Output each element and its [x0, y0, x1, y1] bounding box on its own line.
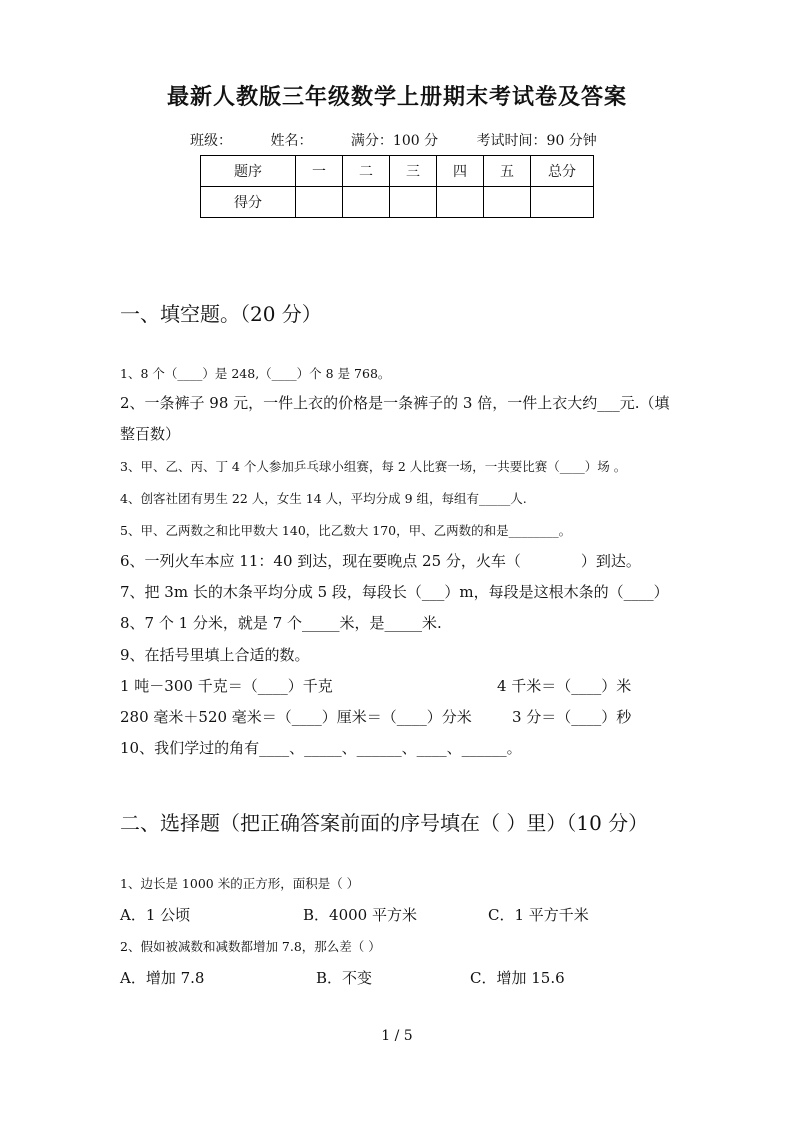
- question-1: 1、8 个（____）是 248,（____）个 8 是 768。: [120, 366, 391, 381]
- choice-question-2: 2、假如被减数和减数都增加 7.8，那么差（ ）: [120, 939, 381, 954]
- choice-2-option-c: C．增加 15.6: [470, 969, 565, 987]
- score-cell[interactable]: [343, 187, 390, 218]
- choice-question-1: 1、边长是 1000 米的正方形，面积是（ ）: [120, 876, 360, 891]
- name-label: 姓名：: [270, 133, 313, 149]
- score-table: [200, 155, 594, 218]
- score-cell[interactable]: [296, 187, 343, 218]
- score-table-header-cell: 二: [343, 156, 390, 187]
- page-title: 最新人教版三年级数学上册期末考试卷及答案: [166, 84, 627, 110]
- exam-info: [190, 130, 597, 150]
- score-cell[interactable]: [531, 187, 594, 218]
- choice-1-option-b: B．4000 平方米: [303, 906, 417, 924]
- question-9c: 280 毫米＋520 毫米＝（____）厘米＝（____）分米: [120, 708, 472, 726]
- question-6: 6、一列火车本应 11：40 到达，现在要晚点 25 分，火车（ ）到达。: [120, 552, 641, 570]
- choice-1-option-c: C．1 平方千米: [488, 906, 589, 924]
- score-table-header-cell: 三: [390, 156, 437, 187]
- score-row-label: 得分: [201, 187, 296, 218]
- score-table-score-row: [201, 187, 594, 218]
- page-number: 1 / 5: [381, 1028, 413, 1044]
- question-9b: 4 千米＝（____）米: [497, 677, 632, 695]
- question-10: 10、我们学过的角有____、_____、______、____、______。: [120, 739, 522, 757]
- score-table-header-cell: 题序: [201, 156, 296, 187]
- section2-heading: 二、选择题（把正确答案前面的序号填在（ ）里）（10 分）: [120, 811, 649, 835]
- score-table-header-cell: 一: [296, 156, 343, 187]
- question-5: 5、甲、乙两数之和比甲数大 140，比乙数大 170，甲、乙两数的和是________。: [120, 523, 572, 538]
- class-label: 班级：: [190, 133, 232, 149]
- question-8: 8、7 个 1 分米，就是 7 个_____米，是_____米.: [120, 614, 442, 632]
- choice-2-option-a: A．增加 7.8: [120, 969, 205, 987]
- choice-1-option-a: A．1 公顷: [120, 906, 191, 924]
- section1-heading: 一、填空题。（20 分）: [120, 302, 322, 326]
- exam-time: 考试时间：90 分钟: [476, 133, 597, 149]
- full-score: 满分：100 分: [350, 133, 439, 149]
- question-9a: 1 吨－300 千克＝（____）千克: [120, 677, 333, 695]
- score-table-header-row: [201, 156, 594, 187]
- question-9d: 3 分＝（____）秒: [512, 708, 632, 726]
- score-table-header-cell: 四: [437, 156, 484, 187]
- question-2: 2、一条裤子 98 元，一件上衣的价格是一条裤子的 3 倍，一件上衣大约___元.（填整百数）: [120, 394, 670, 443]
- score-cell[interactable]: [437, 187, 484, 218]
- question-9: 9、在括号里填上合适的数。: [120, 646, 310, 664]
- score-table-header-cell: 五: [484, 156, 531, 187]
- choice-2-option-b: B．不变: [316, 969, 373, 987]
- score-cell[interactable]: [390, 187, 437, 218]
- question-4: 4、创客社团有男生 22 人，女生 14 人，平均分成 9 组，每组有_____人.: [120, 491, 527, 506]
- question-7: 7、把 3m 长的木条平均分成 5 段，每段长（___）m，每段是这根木条的（____）: [120, 583, 669, 601]
- question-3: 3、甲、乙、丙、丁 4 个人参加乒乓球小组赛，每 2 人比赛一场，一共要比赛（____）场 。: [120, 459, 627, 474]
- score-table-header-cell: 总分: [531, 156, 594, 187]
- score-cell[interactable]: [484, 187, 531, 218]
